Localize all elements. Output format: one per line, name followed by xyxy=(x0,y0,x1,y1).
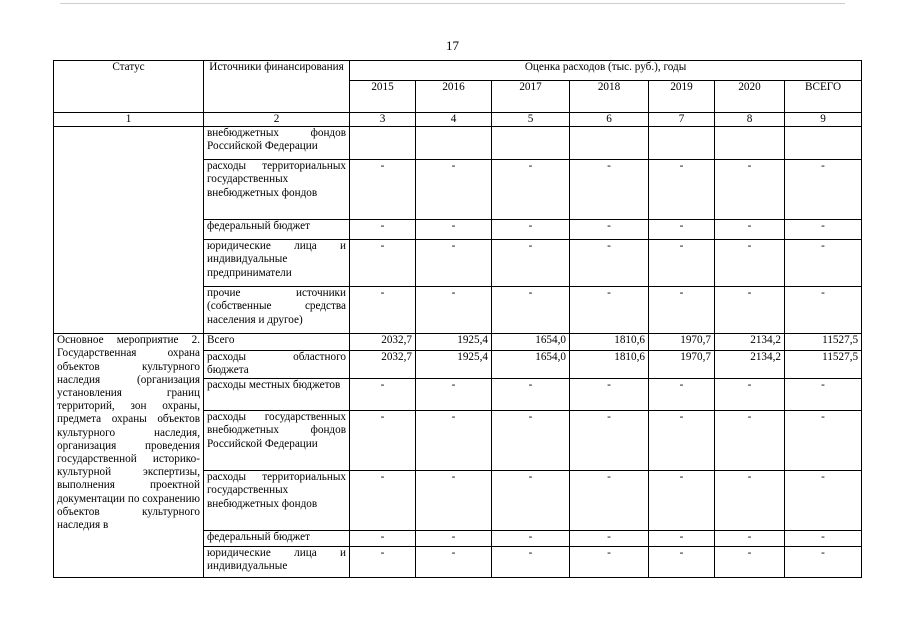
value-cell: - xyxy=(492,220,570,240)
source-label: расходы местных бюджетов xyxy=(204,379,350,411)
value-cell: 2032,7 xyxy=(350,351,416,379)
value-cell: 1654,0 xyxy=(492,334,570,351)
value-cell: - xyxy=(715,220,785,240)
source-label: расходы государственных внебюджетных фондов Российской Федерации xyxy=(204,411,350,471)
value-cell: - xyxy=(649,547,715,578)
value-cell: 1970,7 xyxy=(649,334,715,351)
source-label: федеральный бюджет xyxy=(204,220,350,240)
value-cell: - xyxy=(350,220,416,240)
value-cell: - xyxy=(649,160,715,220)
header-status: Статус xyxy=(54,61,204,113)
value-cell: - xyxy=(492,379,570,411)
value-cell: - xyxy=(350,240,416,287)
value-cell: 1810,6 xyxy=(570,334,649,351)
value-cell: - xyxy=(785,531,862,547)
expenditure-table xyxy=(53,60,862,578)
column-number: 4 xyxy=(416,113,492,127)
value-cell: - xyxy=(649,531,715,547)
column-number: 8 xyxy=(715,113,785,127)
value-cell: - xyxy=(492,160,570,220)
value-cell: - xyxy=(715,379,785,411)
status-main-activity-2: Основное мероприятие 2. Государственная охрана объектов культурного наследия (организация установления границ территорий, зон охраны, предмета охраны объектов культурного наследия, организация проведения государственной историко-культурной экспертизы, выполнения проектной документации по сохранению объектов культурного наследия в xyxy=(54,334,204,578)
value-cell: - xyxy=(785,220,862,240)
value-cell: - xyxy=(416,220,492,240)
value-cell: - xyxy=(492,531,570,547)
source-label: юридические лица и индивидуальные xyxy=(204,547,350,578)
source-label: федеральный бюджет xyxy=(204,531,350,547)
column-number: 9 xyxy=(785,113,862,127)
value-cell: - xyxy=(570,287,649,334)
value-cell xyxy=(570,127,649,160)
header-year: 2016 xyxy=(416,81,492,113)
value-cell xyxy=(785,127,862,160)
value-cell: - xyxy=(715,411,785,471)
value-cell xyxy=(350,127,416,160)
source-label: юридические лица и индивидуальные предприниматели xyxy=(204,240,350,287)
value-cell: - xyxy=(350,287,416,334)
value-cell: - xyxy=(492,547,570,578)
source-label: расходы территориальных государственных внебюджетных фондов xyxy=(204,471,350,531)
header-year: 2020 xyxy=(715,81,785,113)
value-cell: - xyxy=(715,160,785,220)
value-cell: 1810,6 xyxy=(570,351,649,379)
value-cell: 2134,2 xyxy=(715,334,785,351)
value-cell: - xyxy=(785,240,862,287)
value-cell: - xyxy=(570,547,649,578)
value-cell: - xyxy=(649,220,715,240)
value-cell: 2032,7 xyxy=(350,334,416,351)
value-cell: - xyxy=(416,471,492,531)
value-cell: 2134,2 xyxy=(715,351,785,379)
column-number: 2 xyxy=(204,113,350,127)
value-cell: - xyxy=(416,531,492,547)
value-cell: - xyxy=(416,160,492,220)
value-cell: - xyxy=(649,379,715,411)
value-cell: - xyxy=(715,240,785,287)
value-cell: - xyxy=(570,160,649,220)
header-year: 2018 xyxy=(570,81,649,113)
status-cell-continued xyxy=(54,127,204,334)
value-cell: - xyxy=(492,287,570,334)
value-cell: - xyxy=(649,287,715,334)
value-cell: - xyxy=(570,240,649,287)
header-year: 2017 xyxy=(492,81,570,113)
source-label: прочие источники (собственные средства населения и другое) xyxy=(204,287,350,334)
header-year: 2015 xyxy=(350,81,416,113)
value-cell: - xyxy=(416,547,492,578)
value-cell: - xyxy=(350,411,416,471)
source-label: расходы территориальных государственных внебюджетных фондов xyxy=(204,160,350,220)
value-cell: - xyxy=(492,471,570,531)
value-cell: - xyxy=(715,287,785,334)
page-number: 17 xyxy=(446,38,459,53)
source-label: Всего xyxy=(204,334,350,351)
value-cell: - xyxy=(492,240,570,287)
value-cell: - xyxy=(785,547,862,578)
value-cell: - xyxy=(785,160,862,220)
value-cell: - xyxy=(350,379,416,411)
value-cell xyxy=(492,127,570,160)
value-cell: - xyxy=(715,471,785,531)
value-cell: - xyxy=(785,379,862,411)
value-cell: - xyxy=(492,411,570,471)
header-estimate: Оценка расходов (тыс. руб.), годы xyxy=(350,61,862,81)
value-cell: - xyxy=(715,531,785,547)
column-number: 7 xyxy=(649,113,715,127)
value-cell: 1654,0 xyxy=(492,351,570,379)
value-cell: - xyxy=(570,220,649,240)
value-cell: - xyxy=(649,240,715,287)
column-number: 5 xyxy=(492,113,570,127)
value-cell xyxy=(416,127,492,160)
header-sources: Источники финансирования xyxy=(204,61,350,113)
value-cell: - xyxy=(785,411,862,471)
value-cell: - xyxy=(416,287,492,334)
value-cell: - xyxy=(416,411,492,471)
header-total: ВСЕГО xyxy=(785,81,862,113)
value-cell: - xyxy=(570,531,649,547)
value-cell: - xyxy=(715,547,785,578)
value-cell: - xyxy=(350,160,416,220)
value-cell: - xyxy=(570,411,649,471)
value-cell: 1970,7 xyxy=(649,351,715,379)
value-cell: - xyxy=(350,471,416,531)
value-cell: - xyxy=(785,287,862,334)
value-cell xyxy=(715,127,785,160)
value-cell: - xyxy=(785,471,862,531)
source-label: внебюджетных фондов Российской Федерации xyxy=(204,127,350,160)
value-cell: - xyxy=(649,411,715,471)
source-label: расходы областного бюджета xyxy=(204,351,350,379)
value-cell: - xyxy=(416,379,492,411)
value-cell: - xyxy=(570,471,649,531)
value-cell: - xyxy=(416,240,492,287)
column-number: 1 xyxy=(54,113,204,127)
value-cell: 1925,4 xyxy=(416,334,492,351)
header-year: 2019 xyxy=(649,81,715,113)
value-cell: - xyxy=(350,547,416,578)
value-cell: - xyxy=(649,471,715,531)
value-cell: - xyxy=(350,531,416,547)
column-number: 6 xyxy=(570,113,649,127)
scan-top-border xyxy=(60,3,845,4)
column-number: 3 xyxy=(350,113,416,127)
value-cell: - xyxy=(570,379,649,411)
value-cell xyxy=(649,127,715,160)
value-cell: 11527,5 xyxy=(785,351,862,379)
value-cell: 11527,5 xyxy=(785,334,862,351)
value-cell: 1925,4 xyxy=(416,351,492,379)
